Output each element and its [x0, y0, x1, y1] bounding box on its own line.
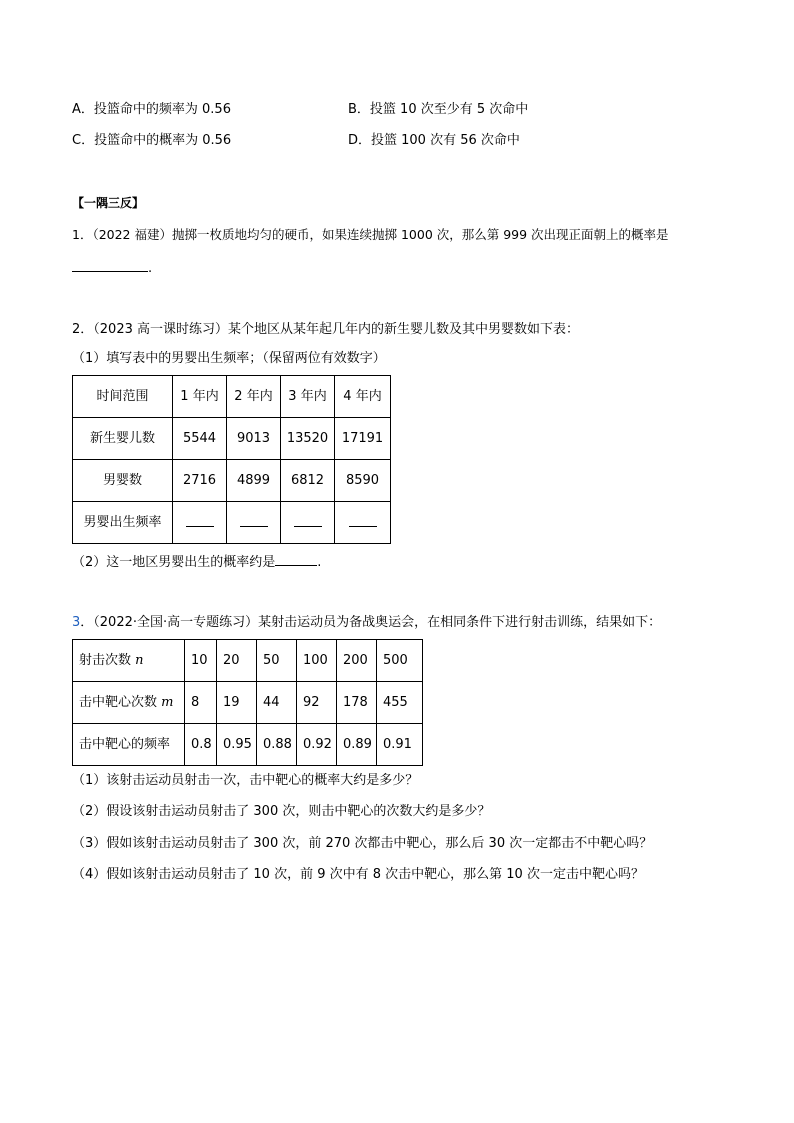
table-cell: 5544 [173, 418, 227, 460]
table-cell: 0.89 [337, 724, 377, 766]
table-cell: 0.91 [377, 724, 423, 766]
table-cell: 2716 [173, 460, 227, 502]
table-row [73, 376, 391, 418]
question-3-sub-3: （3）假如该射击运动员射击了 300 次，前 270 次都击中靶心，那么后 30 次一定都击不中靶心吗？ [72, 836, 653, 851]
fill-in-cell [335, 502, 391, 544]
option-d: D．投篮 100 次有 56 次命中 [348, 133, 520, 148]
row-label: 击中靶心次数 [79, 694, 158, 710]
table-row [73, 640, 423, 682]
table-cell: 0.8 [185, 724, 217, 766]
table-cell: 6812 [281, 460, 335, 502]
table-cell: 20 [217, 640, 257, 682]
table-cell: 100 [297, 640, 337, 682]
question-2-part-1: （1）填写表中的男婴出生频率；（保留两位有效数字） [72, 351, 386, 366]
question-2-part-2-text: （2）这一地区男婴出生的概率约是 [72, 555, 276, 570]
row-label: 射击次数 [79, 652, 132, 668]
table-cell: 13520 [281, 418, 335, 460]
answer-blank [349, 514, 377, 527]
option-a: A．投篮命中的频率为 0.56 [72, 102, 231, 117]
table-cell: 新生婴儿数 [73, 418, 173, 460]
table-cell: 455 [377, 682, 423, 724]
answer-blank [275, 553, 317, 566]
table-header-cell: 2 年内 [227, 376, 281, 418]
table-cell: 50 [257, 640, 297, 682]
table-header-cell [73, 682, 185, 724]
answer-blank [72, 259, 148, 272]
question-1-tail: . [148, 261, 153, 276]
question-3-sub-4: （4）假如该射击运动员射击了 10 次，前 9 次中有 8 次击中靶心，那么第 10 次一定击中靶心吗？ [72, 867, 644, 882]
table-cell: 17191 [335, 418, 391, 460]
newborn-table [72, 375, 391, 544]
variable-n: n [135, 652, 144, 668]
table-cell: 200 [337, 640, 377, 682]
table-row [73, 418, 391, 460]
table-cell: 0.95 [217, 724, 257, 766]
option-b: B．投篮 10 次至少有 5 次命中 [348, 102, 529, 117]
fill-in-cell [227, 502, 281, 544]
table-cell: 9013 [227, 418, 281, 460]
answer-blank [186, 514, 214, 527]
question-2-stem: 2．（2023 高一课时练习）某个地区从某年起几年内的新生婴儿数及其中男婴数如下表： [72, 322, 579, 337]
fill-in-cell [173, 502, 227, 544]
table-cell: 4899 [227, 460, 281, 502]
table-cell: 19 [217, 682, 257, 724]
table-cell: 男婴数 [73, 460, 173, 502]
table-cell: 92 [297, 682, 337, 724]
question-2-part-2 [72, 553, 321, 571]
table-header-cell: 3 年内 [281, 376, 335, 418]
question-3-number: 3 [72, 615, 81, 630]
question-2-part-2-tail: . [317, 555, 322, 570]
table-cell: 44 [257, 682, 297, 724]
shooting-table [72, 639, 423, 766]
answer-blank [240, 514, 268, 527]
section-heading: 【一隅三反】 [72, 196, 145, 210]
table-header-cell: 4 年内 [335, 376, 391, 418]
table-cell: 500 [377, 640, 423, 682]
table-cell: 10 [185, 640, 217, 682]
question-1-answer-line [72, 259, 152, 277]
table-header-cell: 击中靶心的频率 [73, 724, 185, 766]
question-3-sub-1: （1）该射击运动员射击一次，击中靶心的概率大约是多少？ [72, 773, 419, 788]
table-row [73, 682, 423, 724]
question-3-stem-text: ．（2022·全国·高一专题练习）某射击运动员为备战奥运会，在相同条件下进行射击训练，结果如下： [80, 615, 662, 630]
table-cell: 0.92 [297, 724, 337, 766]
question-3-sub-2: （2）假设该射击运动员射击了 300 次，则击中靶心的次数大约是多少？ [72, 804, 491, 819]
table-cell: 8590 [335, 460, 391, 502]
answer-blank [294, 514, 322, 527]
table-row [73, 460, 391, 502]
table-header-cell [73, 640, 185, 682]
table-cell: 0.88 [257, 724, 297, 766]
table-row [73, 502, 391, 544]
table-cell: 8 [185, 682, 217, 724]
table-row [73, 724, 423, 766]
table-header-cell: 1 年内 [173, 376, 227, 418]
question-1-text: 1．（2022 福建）抛掷一枚质地均匀的硬币，如果连续抛掷 1000 次，那么第 999 次出现正面朝上的概率是 [72, 227, 669, 242]
fill-in-cell [281, 502, 335, 544]
table-header-cell: 时间范围 [73, 376, 173, 418]
option-c: C．投篮命中的概率为 0.56 [72, 133, 232, 148]
table-cell: 男婴出生频率 [73, 502, 173, 544]
table-cell: 178 [337, 682, 377, 724]
question-3-stem [72, 615, 661, 631]
variable-m: m [161, 694, 174, 710]
